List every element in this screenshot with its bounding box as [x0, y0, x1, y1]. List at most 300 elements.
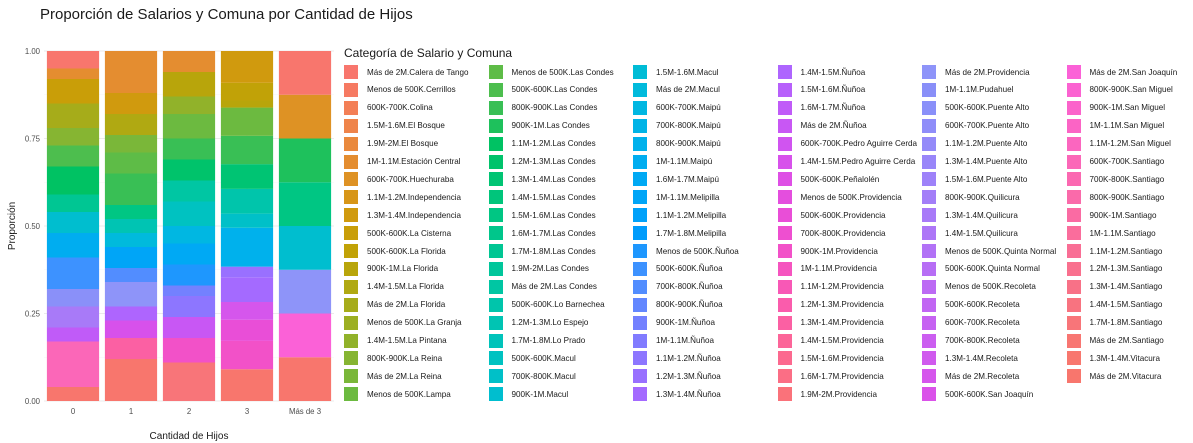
legend-swatch [344, 172, 358, 186]
legend-label: 1.3M-1.4M.Providencia [800, 318, 884, 328]
legend-swatch [489, 280, 503, 294]
bar-segment [221, 83, 273, 101]
legend-swatch [1067, 369, 1081, 383]
x-tick-label: 2 [186, 407, 192, 416]
bar-segment [163, 286, 215, 297]
legend-label: 1.3M-1.4M.Vitacura [1089, 353, 1160, 363]
legend-swatch [633, 334, 647, 348]
bar-segment [47, 328, 99, 342]
bar-segment [47, 307, 99, 328]
legend-swatch [778, 262, 792, 276]
bar-segment [279, 226, 331, 270]
bar-segment [47, 342, 99, 388]
legend-swatch [633, 208, 647, 222]
legend-swatch [633, 262, 647, 276]
legend-swatch [633, 65, 647, 79]
legend-swatch [922, 208, 936, 222]
legend-item [778, 384, 877, 404]
bar-segment [221, 51, 273, 83]
bar-segment [105, 338, 157, 359]
legend-swatch [1067, 280, 1081, 294]
legend-swatch [922, 83, 936, 97]
legend-label: 600K-700K.Puente Alto [945, 121, 1030, 131]
bar-segment [47, 195, 99, 213]
legend-swatch [778, 83, 792, 97]
legend-label: Menos de 500K.Lampa [367, 389, 451, 399]
legend-label: 1.7M-1.8M.Melipilla [656, 228, 727, 238]
bar-segment [105, 51, 157, 93]
legend-swatch [344, 369, 358, 383]
legend-swatch [922, 369, 936, 383]
legend-label: 500K-600K.Ñuñoa [656, 264, 723, 274]
legend-label: 800K-900K.Quilicura [945, 192, 1020, 202]
bar-segment [221, 100, 273, 107]
legend-label: 600K-700K.Pedro Aguirre Cerda [800, 139, 918, 149]
legend-label: 1.7M-1.8M.Las Condes [511, 246, 596, 256]
legend-swatch [778, 280, 792, 294]
legend-item [1067, 366, 1162, 386]
legend-swatch [1067, 262, 1081, 276]
y-axis-title: Proporción [7, 201, 18, 251]
legend-label: 1M-1.1M.Melipilla [656, 192, 720, 202]
legend-swatch [922, 226, 936, 240]
legend-swatch [778, 298, 792, 312]
legend-swatch [778, 190, 792, 204]
legend-label: 500K-600K.Las Condes [511, 85, 598, 95]
legend-swatch [489, 208, 503, 222]
bar-segment [163, 317, 215, 338]
legend-label: Más de 2M.Las Condes [511, 282, 597, 292]
bar-segment [279, 139, 331, 183]
legend-swatch [778, 172, 792, 186]
legend-swatch [1067, 226, 1081, 240]
legend-label: 900K-1M.Las Condes [511, 121, 590, 131]
legend-label: 600K-700K.Maipú [656, 103, 721, 113]
legend-label: 1.6M-1.7M.Maipú [656, 174, 719, 184]
legend-label: 1.5M-1.6M.El Bosque [367, 121, 445, 131]
legend-label: 600K-700K.Santiago [1089, 157, 1165, 166]
legend-swatch [778, 101, 792, 115]
legend-swatch [1067, 334, 1081, 348]
legend-swatch [633, 369, 647, 383]
legend-label: Más de 2M.La Reina [367, 371, 442, 381]
bar-segment [221, 136, 273, 164]
chart-title: Proporción de Salarios y Comuna por Cantidad de Hijos [40, 6, 413, 23]
legend-label: 1.1M-1.2M.Providencia [800, 282, 884, 292]
legend-swatch [1067, 101, 1081, 115]
legend-label: 1M-1.1M.San Miguel [1089, 121, 1165, 131]
legend-label: 1.5M-1.6M.Las Condes [511, 210, 596, 220]
legend-swatch [922, 298, 936, 312]
legend-swatch [778, 334, 792, 348]
legend-label: 600K-700K.Colina [367, 103, 433, 113]
legend-label: 1.1M-1.2M.Ñuñoa [656, 353, 721, 363]
legend-label: Más de 2M.La Florida [367, 300, 446, 310]
legend-swatch [922, 137, 936, 151]
legend-swatch [922, 119, 936, 133]
legend-swatch [633, 280, 647, 294]
legend-label: Más de 2M.Ñuñoa [800, 121, 867, 131]
legend-label: 1.6M-1.7M.Providencia [800, 371, 884, 381]
legend-swatch [344, 155, 358, 169]
legend-label: Menos de 500K.La Granja [367, 318, 462, 328]
legend-swatch [489, 65, 503, 79]
bar-segment [105, 205, 157, 219]
legend-label: 500K-600K.Recoleta [945, 300, 1020, 310]
legend-label: 1.3M-1.4M.Santiago [1089, 282, 1163, 292]
legend-swatch [633, 316, 647, 330]
legend-label: 700K-800K.Maipú [656, 121, 721, 131]
legend-label: Menos de 500K.Quinta Normal [945, 246, 1057, 256]
legend [344, 62, 1189, 402]
legend-label: 1.1M-1.2M.San Miguel [1089, 139, 1171, 149]
legend-swatch [778, 387, 792, 401]
legend-swatch [633, 387, 647, 401]
legend-swatch [344, 65, 358, 79]
legend-swatch [633, 172, 647, 186]
legend-swatch [1067, 137, 1081, 151]
legend-label: 1.5M-1.6M.Providencia [800, 353, 884, 363]
legend-title: Categoría de Salario y Comuna [344, 46, 513, 60]
legend-swatch [344, 226, 358, 240]
legend-item [922, 384, 1033, 404]
legend-swatch [344, 83, 358, 97]
legend-label: 800K-900K.Las Condes [511, 103, 598, 113]
legend-label: 1.9M-2M.Providencia [800, 389, 877, 399]
legend-label: Menos de 500K.Ñuñoa [656, 246, 739, 256]
legend-swatch [1067, 298, 1081, 312]
bar-segment [105, 153, 157, 174]
bar-segment [105, 247, 157, 268]
legend-label: 1.7M-1.8M.Lo Prado [511, 336, 586, 345]
bar-segment [221, 369, 273, 401]
legend-label: 700K-800K.Recoleta [945, 336, 1020, 345]
legend-label: 1.2M-1.3M.Las Condes [511, 157, 596, 166]
legend-swatch [778, 208, 792, 222]
legend-swatch [1067, 172, 1081, 186]
legend-label: 1.1M-1.2M.Las Condes [511, 139, 596, 149]
legend-swatch [489, 334, 503, 348]
legend-swatch [1067, 190, 1081, 204]
bar-segment [105, 93, 157, 114]
legend-swatch [344, 334, 358, 348]
bar-segment [221, 267, 273, 278]
bar-segment [221, 341, 273, 369]
legend-swatch [1067, 351, 1081, 365]
legend-label: 1.6M-1.7M.Ñuñoa [800, 103, 866, 113]
bar-segment [279, 270, 331, 314]
legend-label: Menos de 500K.Cerrillos [367, 85, 456, 95]
legend-swatch [489, 298, 503, 312]
legend-label: 800K-900K.Maipú [656, 139, 721, 149]
legend-label: 500K-600K.Quinta Normal [945, 264, 1040, 274]
legend-label: 500K-600K.Providencia [800, 210, 886, 220]
legend-swatch [344, 137, 358, 151]
legend-label: 1.4M-1.5M.La Pintana [367, 336, 447, 345]
legend-label: Más de 2M.Santiago [1089, 336, 1164, 345]
legend-swatch [489, 244, 503, 258]
bar-segment [105, 135, 157, 153]
bar-segment [105, 282, 157, 307]
legend-label: 1.3M-1.4M.Las Condes [511, 174, 596, 184]
legend-swatch [778, 226, 792, 240]
bar-segment [47, 387, 99, 401]
legend-label: 1.4M-1.5M.Las Condes [511, 192, 596, 202]
bar-segment [47, 167, 99, 195]
legend-label: 1.2M-1.3M.Providencia [800, 300, 884, 310]
legend-label: 1.4M-1.5M.La Florida [367, 282, 444, 292]
bar-segment [163, 226, 215, 244]
bar-segment [105, 114, 157, 135]
bar-segment [163, 114, 215, 139]
legend-item [489, 384, 569, 404]
bar-segment [105, 219, 157, 233]
legend-label: 900K-1M.San Miguel [1089, 103, 1166, 113]
legend-swatch [344, 387, 358, 401]
bar-segment [163, 139, 215, 160]
legend-swatch [489, 119, 503, 133]
legend-label: 1.3M-1.4M.Puente Alto [945, 157, 1028, 166]
legend-swatch [778, 351, 792, 365]
legend-label: 1.9M-2M.Las Condes [511, 264, 589, 274]
legend-swatch [489, 369, 503, 383]
legend-label: 1.3M-1.4M.Recoleta [945, 353, 1018, 363]
bar-segment [105, 321, 157, 339]
legend-label: 1.4M-1.5M.Ñuñoa [800, 67, 866, 77]
legend-label: 800K-900K.Ñuñoa [656, 300, 723, 310]
legend-swatch [489, 190, 503, 204]
legend-label: Más de 2M.Macul [656, 85, 720, 95]
bar-segment [105, 359, 157, 401]
bar-segment [163, 244, 215, 265]
legend-label: 800K-900K.La Reina [367, 353, 443, 363]
y-tick-label: 0.50 [24, 222, 40, 231]
legend-label: 1.6M-1.7M.Las Condes [511, 228, 596, 238]
legend-swatch [489, 172, 503, 186]
bar-segment [47, 69, 99, 80]
legend-swatch [633, 83, 647, 97]
legend-swatch [1067, 119, 1081, 133]
legend-swatch [778, 137, 792, 151]
legend-label: 1.5M-1.6M.Macul [656, 67, 719, 77]
x-tick-label: Más de 3 [288, 407, 322, 416]
legend-label: 1.9M-2M.El Bosque [367, 139, 439, 149]
bar-segment [47, 289, 99, 307]
legend-label: 1.4M-1.5M.Providencia [800, 336, 884, 345]
bar-segment [279, 51, 331, 95]
bar-segment [163, 181, 215, 202]
legend-label: 1M-1.1M.Santiago [1089, 228, 1156, 238]
legend-label: Menos de 500K.Providencia [800, 192, 902, 202]
bar-segment [163, 51, 215, 72]
legend-swatch [489, 226, 503, 240]
legend-label: 800K-900K.San Miguel [1089, 85, 1173, 95]
bar-segment [163, 363, 215, 402]
bar-segment [105, 174, 157, 206]
legend-swatch [489, 351, 503, 365]
legend-swatch [344, 351, 358, 365]
legend-label: 1M-1.1M.Pudahuel [945, 85, 1014, 95]
legend-swatch [344, 298, 358, 312]
bar-segment [279, 314, 331, 358]
legend-label: 1.3M-1.4M.Ñuñoa [656, 389, 721, 399]
bar-segment [47, 79, 99, 104]
y-tick-label: 0.00 [24, 397, 40, 406]
legend-label: 1M-1.1M.Ñuñoa [656, 336, 715, 345]
legend-label: 600K-700K.Huechuraba [367, 174, 454, 184]
legend-label: 1.4M-1.5M.Santiago [1089, 300, 1163, 310]
legend-swatch [489, 83, 503, 97]
legend-label: 900K-1M.Ñuñoa [656, 318, 715, 328]
legend-label: 1.5M-1.6M.Ñuñoa [800, 85, 866, 95]
bar-segment [163, 72, 215, 97]
legend-swatch [633, 190, 647, 204]
legend-swatch [922, 334, 936, 348]
legend-swatch [489, 155, 503, 169]
legend-swatch [633, 101, 647, 115]
legend-swatch [344, 316, 358, 330]
legend-swatch [489, 262, 503, 276]
legend-swatch [922, 280, 936, 294]
legend-swatch [922, 65, 936, 79]
legend-label: 600K-700K.Recoleta [945, 318, 1020, 328]
legend-label: Más de 2M.Calera de Tango [367, 67, 469, 77]
legend-label: 1.3M-1.4M.Quilicura [945, 210, 1018, 220]
bar-segment [163, 160, 215, 181]
legend-swatch [344, 101, 358, 115]
bar-segment [47, 258, 99, 290]
legend-label: 500K-600K.La Florida [367, 246, 446, 256]
legend-swatch [489, 387, 503, 401]
legend-swatch [633, 137, 647, 151]
bar-segment [47, 128, 99, 146]
bar-segment [221, 108, 273, 136]
bar-segment [279, 357, 331, 401]
bar-segment [163, 296, 215, 317]
legend-item [633, 384, 721, 404]
legend-label: 1.5M-1.6M.Puente Alto [945, 174, 1028, 184]
legend-label: 1.2M-1.3M.Ñuñoa [656, 371, 721, 381]
bar-segment [221, 320, 273, 341]
legend-label: 1.1M-1.2M.Melipilla [656, 210, 727, 220]
legend-label: 1.2M-1.3M.Santiago [1089, 264, 1163, 274]
legend-label: 1.2M-1.3M.Lo Espejo [511, 318, 589, 328]
legend-label: 700K-800K.Macul [511, 371, 576, 381]
bar-segment [105, 233, 157, 247]
bar-segment [47, 212, 99, 233]
legend-label: Más de 2M.Providencia [945, 67, 1030, 77]
bar-segment [47, 146, 99, 167]
legend-swatch [344, 190, 358, 204]
y-tick-label: 0.75 [24, 134, 40, 144]
legend-label: 700K-800K.Santiago [1089, 174, 1165, 184]
bar-segment [221, 189, 273, 214]
legend-swatch [922, 244, 936, 258]
legend-label: 1M-1.1M.Maipú [656, 157, 713, 166]
legend-label: 700K-800K.Providencia [800, 228, 886, 238]
legend-swatch [344, 208, 358, 222]
legend-swatch [344, 262, 358, 276]
legend-swatch [633, 298, 647, 312]
bar-segment [163, 202, 215, 227]
legend-label: 800K-900K.Santiago [1089, 192, 1165, 202]
y-tick-label: 0.25 [24, 309, 40, 319]
legend-swatch [1067, 244, 1081, 258]
legend-label: 500K-600K.Macul [511, 353, 576, 363]
legend-swatch [344, 280, 358, 294]
legend-swatch [633, 155, 647, 169]
legend-swatch [344, 119, 358, 133]
x-axis-title: Cantidad de Hijos [149, 431, 229, 442]
x-tick-label: 1 [128, 407, 134, 416]
legend-label: 500K-600K.Peñalolén [800, 174, 880, 184]
bar-segment [105, 268, 157, 282]
bars-layer [47, 51, 331, 401]
stacked-bar-plot [0, 0, 345, 443]
bar-segment [163, 97, 215, 115]
legend-swatch [778, 316, 792, 330]
legend-label: 500K-600K.San Joaquín [945, 389, 1034, 399]
bar-segment [47, 51, 99, 69]
legend-label: 1.1M-1.2M.Santiago [1089, 246, 1163, 256]
legend-swatch [1067, 83, 1081, 97]
legend-label: 900K-1M.Macul [511, 389, 569, 399]
legend-label: Más de 2M.Vitacura [1089, 371, 1162, 381]
legend-swatch [489, 101, 503, 115]
legend-swatch [633, 351, 647, 365]
legend-swatch [922, 351, 936, 365]
legend-swatch [778, 155, 792, 169]
bar-segment [105, 307, 157, 321]
legend-swatch [922, 172, 936, 186]
legend-swatch [633, 226, 647, 240]
legend-label: 500K-600K.Lo Barnechea [511, 300, 605, 310]
legend-swatch [778, 65, 792, 79]
legend-label: Menos de 500K.Recoleta [945, 282, 1036, 292]
legend-swatch [1067, 65, 1081, 79]
bar-segment [47, 233, 99, 258]
legend-label: 500K-600K.La Cisterna [367, 228, 452, 238]
legend-label: Menos de 500K.Las Condes [511, 67, 614, 77]
legend-label: 1.1M-1.2M.Independencia [367, 192, 462, 202]
legend-label: 1.1M-1.2M.Puente Alto [945, 139, 1028, 149]
legend-swatch [489, 316, 503, 330]
bar-segment [279, 182, 331, 226]
bar-segment [221, 164, 273, 189]
legend-label: 1.4M-1.5M.Quilicura [945, 228, 1018, 238]
legend-item [344, 384, 451, 404]
legend-swatch [1067, 155, 1081, 169]
legend-label: 1.7M-1.8M.Santiago [1089, 318, 1163, 328]
legend-swatch [922, 190, 936, 204]
x-tick-label: 0 [70, 407, 76, 416]
bar-segment [221, 214, 273, 228]
legend-swatch [778, 119, 792, 133]
bar-segment [221, 302, 273, 320]
legend-swatch [922, 262, 936, 276]
legend-swatch [922, 387, 936, 401]
legend-label: 1.3M-1.4M.Independencia [367, 210, 462, 220]
legend-swatch [344, 244, 358, 258]
legend-swatch [633, 119, 647, 133]
legend-label: 1M-1.1M.Providencia [800, 264, 877, 274]
legend-swatch [633, 244, 647, 258]
bar-segment [279, 95, 331, 139]
legend-swatch [1067, 208, 1081, 222]
legend-label: Más de 2M.Recoleta [945, 371, 1020, 381]
bar-segment [221, 228, 273, 267]
legend-swatch [778, 369, 792, 383]
